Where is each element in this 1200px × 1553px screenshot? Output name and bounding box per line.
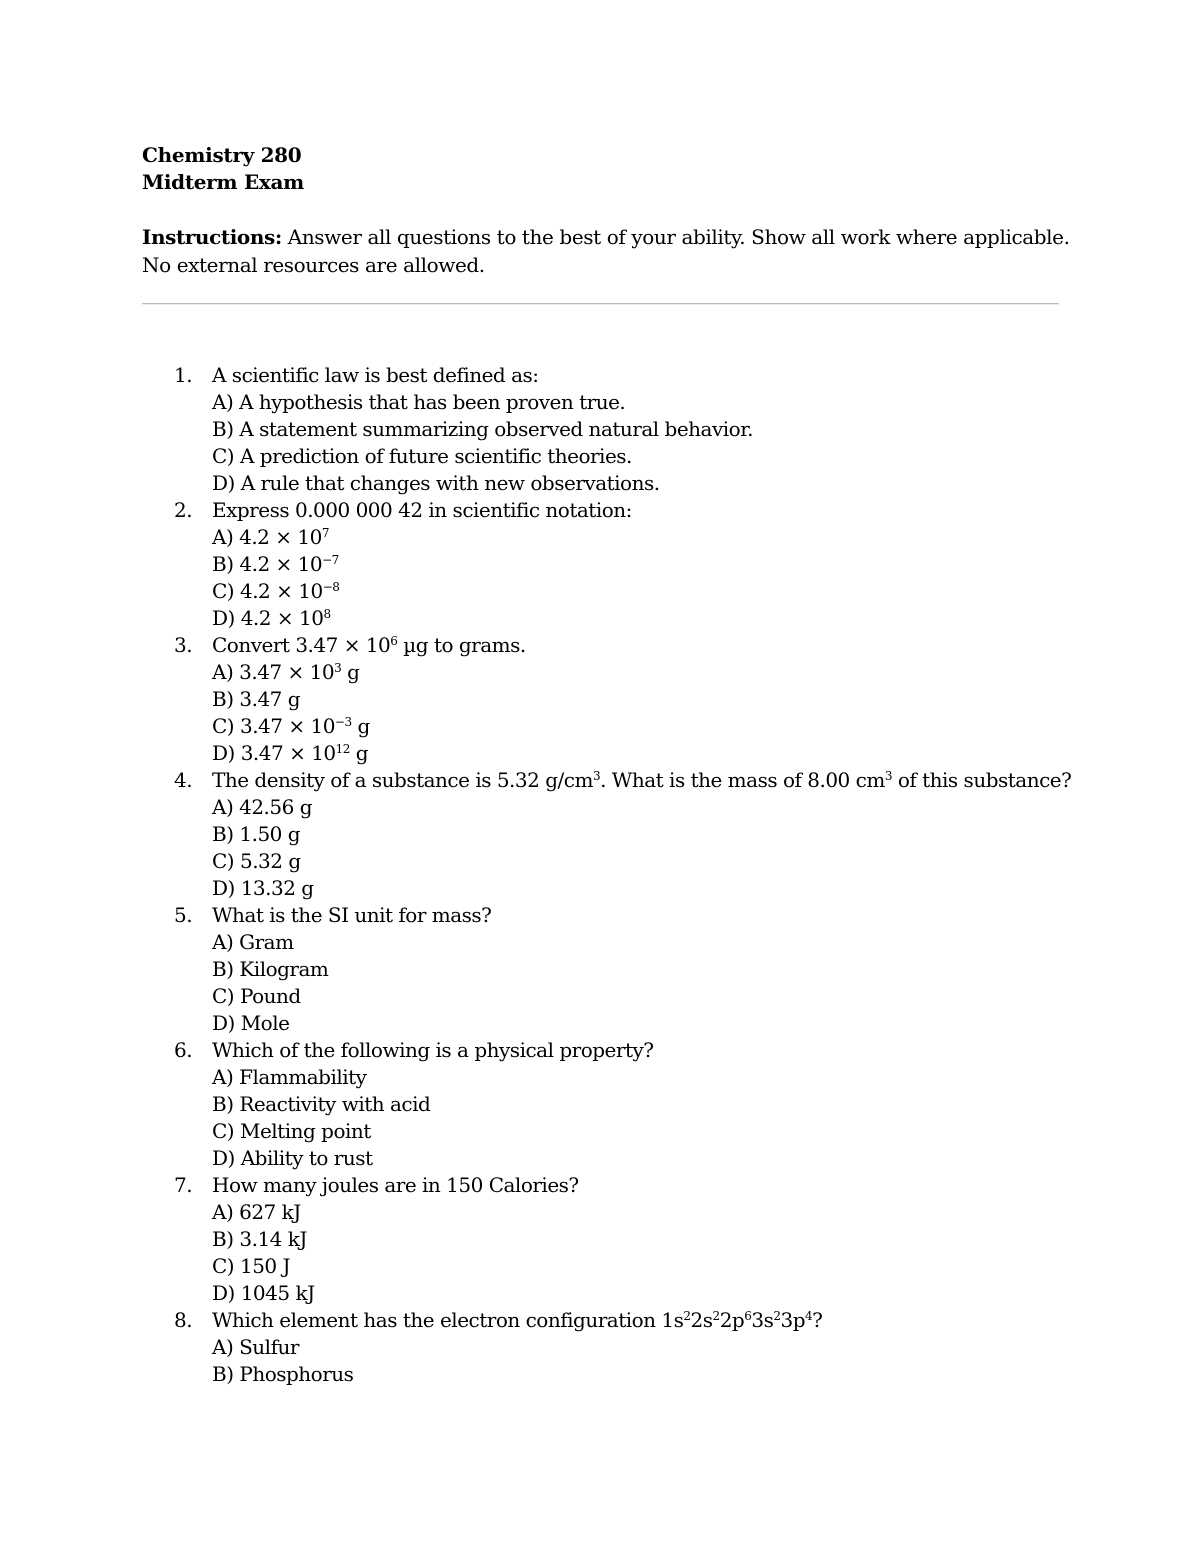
- answer-option: B) Phosphorus: [212, 1362, 354, 1386]
- answer-option: B) 3.14 kJ: [212, 1227, 307, 1251]
- answer-option: A) $4.2 \times 10^7$: [212, 525, 329, 549]
- answer-option: D) $4.2 \times 10^8$: [212, 606, 331, 630]
- exam-header: [142, 142, 1062, 196]
- question-number: 7.: [174, 1173, 193, 1197]
- answer-option: A) Gram: [212, 930, 294, 954]
- answer-option: B) $4.2 \times 10^{-7}$: [212, 552, 339, 576]
- answer-option: C) 150 J: [212, 1254, 291, 1278]
- instructions-text-line1: Answer all questions to the best of your ability. Show all work where applicable.: [287, 225, 1070, 249]
- answer-option: B) 3.47 g: [212, 687, 301, 711]
- course-title: Chemistry 280: [142, 143, 302, 167]
- answer-option: C) $3.47 \times 10^{-3}$ g: [212, 714, 370, 738]
- question-text: How many joules are in 150 Calories?: [212, 1173, 579, 1197]
- question-text: Which element has the electron configuration $1s^22s^22p^63s^23p^4$?: [212, 1308, 823, 1332]
- answer-option: C) Pound: [212, 984, 301, 1008]
- question-number: 6.: [174, 1038, 193, 1062]
- question-number: 5.: [174, 903, 193, 927]
- instructions: [142, 223, 1072, 279]
- question-item: [142, 362, 1072, 497]
- answer-option: D) A rule that changes with new observations.: [212, 471, 660, 495]
- exponent: 2: [712, 1309, 720, 1323]
- question-number: 3.: [174, 633, 193, 657]
- answer-option: C) $4.2 \times 10^{-8}$: [212, 579, 340, 603]
- exponent: 2: [773, 1309, 781, 1323]
- answer-option: A) 42.56 g: [212, 795, 313, 819]
- exponent: 3: [884, 769, 892, 783]
- question-item: [142, 767, 1072, 902]
- answer-option: B) 1.50 g: [212, 822, 301, 846]
- question-number: 1.: [174, 363, 193, 387]
- exponent: 7: [321, 526, 329, 540]
- exponent: 12: [335, 742, 350, 756]
- instructions-text-line2: No external resources are allowed.: [142, 253, 485, 277]
- answer-option: B) A statement summarizing observed natural behavior.: [212, 417, 753, 441]
- question-text: Express 0.000 000 42 in scientific notation:: [212, 498, 632, 522]
- question-list: [142, 362, 1072, 1388]
- question-item: [142, 1307, 1072, 1388]
- instructions-label: Instructions:: [142, 225, 282, 249]
- exponent: −7: [322, 553, 339, 567]
- exponent: 3: [592, 769, 601, 783]
- question-number: 8.: [174, 1308, 193, 1332]
- answer-option: C) 5.32 g: [212, 849, 301, 873]
- exponent: 6: [744, 1309, 752, 1323]
- question-item: [142, 1037, 1072, 1172]
- question-number: 2.: [174, 498, 193, 522]
- answer-option: D) 1045 kJ: [212, 1281, 315, 1305]
- answer-option: A) $3.47 \times 10^3$ g: [212, 660, 360, 684]
- horizontal-divider: [142, 303, 1059, 305]
- question-text: The density of a substance is 5.32 $g/cm^3$. What is the mass of 8.00 $cm^3$ of this substance?: [212, 768, 1072, 792]
- answer-option: A) Flammability: [212, 1065, 367, 1089]
- question-item: [142, 497, 1072, 632]
- answer-option: B) Reactivity with acid: [212, 1092, 431, 1116]
- answer-option: A) 627 kJ: [212, 1200, 301, 1224]
- exponent: 3: [334, 661, 342, 675]
- question-item: [142, 632, 1072, 767]
- answer-option: D) Mole: [212, 1011, 290, 1035]
- answer-option: B) Kilogram: [212, 957, 329, 981]
- exponent: −3: [334, 715, 352, 729]
- answer-option: D) 13.32 g: [212, 876, 314, 900]
- exponent: −8: [322, 580, 340, 594]
- answer-option: A) A hypothesis that has been proven true.: [212, 390, 626, 414]
- question-text: A scientific law is best defined as:: [212, 363, 539, 387]
- question-number: 4.: [174, 768, 193, 792]
- exponent: 8: [323, 607, 331, 621]
- answer-option: D) Ability to rust: [212, 1146, 373, 1170]
- question-item: [142, 1172, 1072, 1307]
- question-text: Convert $3.47 \times 10^6$ µg to grams.: [212, 633, 526, 657]
- answer-option: C) A prediction of future scientific theories.: [212, 444, 632, 468]
- question-item: [142, 902, 1072, 1037]
- question-text: What is the SI unit for mass?: [212, 903, 492, 927]
- exponent: 2: [683, 1309, 691, 1323]
- answer-option: C) Melting point: [212, 1119, 371, 1143]
- exponent: 4: [805, 1309, 813, 1323]
- answer-option: A) Sulfur: [212, 1335, 299, 1359]
- question-text: Which of the following is a physical property?: [212, 1038, 654, 1062]
- answer-option: D) $3.47 \times 10^{12}$ g: [212, 741, 369, 765]
- exponent: 6: [390, 634, 398, 648]
- exam-title: Midterm Exam: [142, 170, 305, 194]
